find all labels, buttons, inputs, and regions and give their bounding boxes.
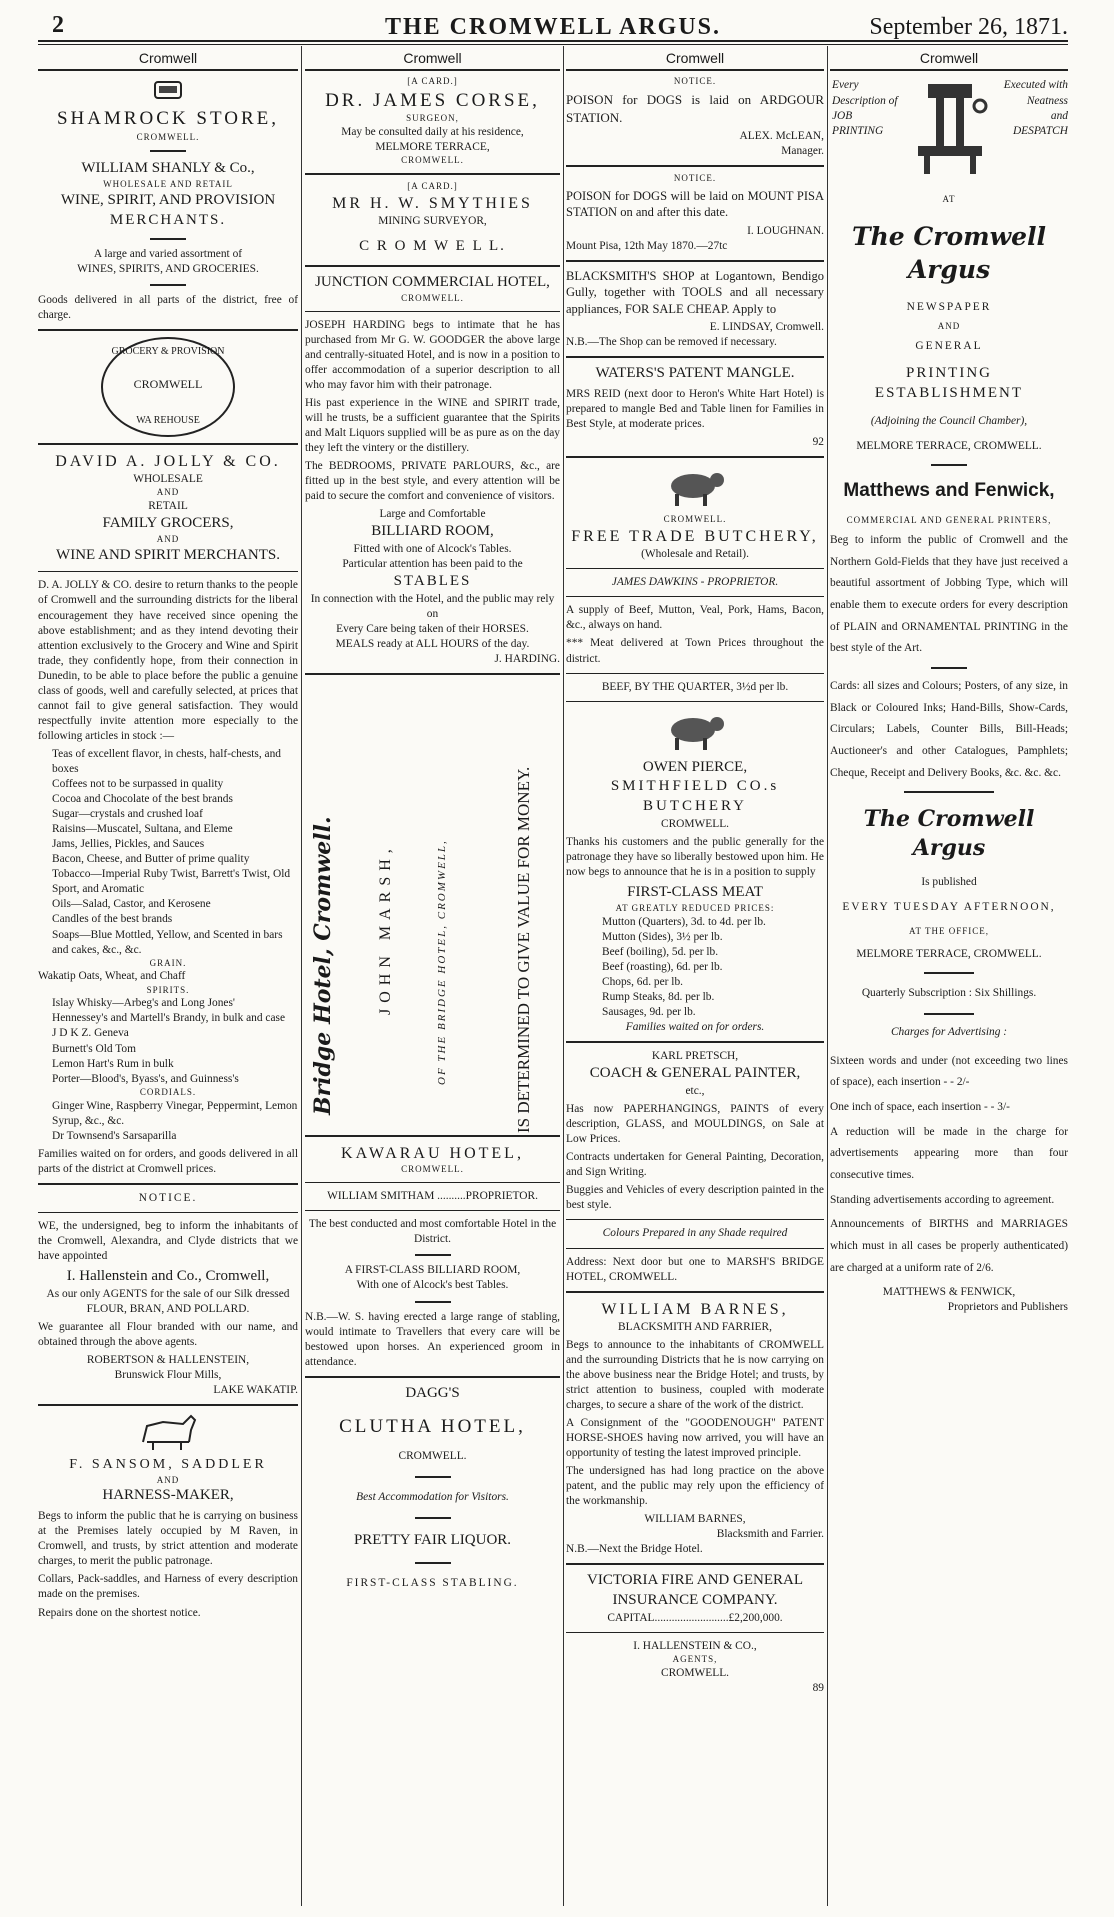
press-left-2: JOB — [832, 109, 853, 122]
sansom-body: Begs to inform the public that he is carrying on business at the Premises lately occupied by M Raven, in Cromwell, and trusts, by strict attention and moderate charges, to merit the public patronage. — [38, 1510, 298, 1568]
grain-item-list — [38, 969, 298, 984]
smithfield-text: Thanks his customers and the public generally for the patronage they have so liberally bestowed upon him. He now begs to announce that he is in a position to supply — [566, 836, 824, 879]
price-item: Beef (boiling), 5d. per lb. — [602, 945, 719, 958]
separator — [415, 1301, 451, 1303]
poison2-heading: NOTICE. — [673, 172, 717, 183]
kawarau-proprietor: WILLIAM SMITHAM ..........PROPRIETOR. — [327, 1190, 538, 1203]
victoria-number: 89 — [812, 1682, 824, 1695]
separator — [931, 667, 967, 669]
stock-item: Ginger Wine, Raspberry Vinegar, Peppermint, Lemon Syrup, &c., &c. — [52, 1099, 298, 1127]
cow-icon — [663, 708, 727, 754]
divider — [566, 673, 824, 674]
column-3 — [566, 46, 824, 1906]
clutha-accommodation: Best Accommodation for Visitors. — [356, 1490, 509, 1503]
stock-item: Sugar—crystals and crushed loaf — [52, 808, 203, 821]
divider — [566, 356, 824, 358]
sansom-body-2: Collars, Pack-saddles, and Harness of every description made on the premises. — [38, 1573, 298, 1601]
price-item: Mutton (Quarters), 3d. to 4d. per lb. — [602, 915, 766, 928]
mangle-title: WATERS'S PATENT MANGLE. — [595, 365, 795, 382]
argus-general: GENERAL — [915, 340, 983, 353]
press-right-2: and — [1050, 109, 1068, 122]
divider — [566, 1219, 824, 1220]
victoria-agents-label: AGENTS, — [672, 1654, 718, 1665]
smithfield-place: CROMWELL. — [660, 818, 730, 830]
divider — [305, 1182, 560, 1183]
pub-when: EVERY TUESDAY AFTERNOON, — [842, 901, 1056, 914]
pub-at: AT THE OFFICE, — [909, 925, 989, 936]
shamrock-goods: WINES, SPIRITS, AND GROCERIES. — [77, 262, 259, 275]
store-sign-icon — [153, 76, 183, 102]
divider — [566, 1248, 824, 1249]
column-divider — [827, 46, 828, 1906]
pub-subscription: Quarterly Subscription : Six Shillings. — [861, 987, 1037, 1000]
press-right-text — [996, 78, 1068, 138]
butchery-proprietor: JAMES DAWKINS - PROPRIETOR. — [611, 576, 779, 589]
smythies-place: C R O M W E L L. — [359, 238, 506, 255]
seal-middle-text: CROMWELL — [133, 376, 203, 391]
junction-para-2: His past experience in the WINE and SPIRIT trade, will he trusts, be a sufficient guarantee that the Spirits and Malt Liquors supplied will be as pure as on the day they left the vintery or the distillery. — [305, 397, 560, 455]
bridge-hotel-title: Bridge Hotel, Cromwell. — [310, 816, 336, 1116]
kawarau-name: KAWARAU HOTEL, — [341, 1145, 524, 1163]
stock-item: Bacon, Cheese, and Butter of prime quality — [52, 853, 250, 866]
stock-item: Teas of excellent flavor, in chests, half-chests, and boxes — [52, 747, 282, 775]
separator — [904, 791, 994, 793]
smythies-card: [A CARD.] — [407, 181, 458, 192]
printing-press-block — [830, 76, 1068, 194]
butchery-supply: A supply of Beef, Mutton, Veal, Pork, Hams, Bacon, &c., always on hand. — [566, 604, 824, 632]
smithfield-owner: OWEN PIERCE, — [642, 758, 748, 775]
sansom-name: F. SANSOM, SADDLER — [69, 1457, 267, 1473]
bridge-subtitle: OF THE BRIDGE HOTEL, CROMWELL, — [436, 839, 448, 1086]
clutha-stabling: FIRST-CLASS STABLING. — [346, 1577, 519, 1590]
horse-icon — [133, 1412, 203, 1452]
pretsch-colours: Colours Prepared in any Shade required — [602, 1227, 788, 1240]
junction-line-3: Fitted with one of Alcock's Tables. — [353, 543, 512, 556]
separator — [415, 1254, 451, 1256]
pub-is-published: Is published — [921, 876, 977, 889]
argus-address: MELMORE TERRACE, CROMWELL. — [856, 439, 1042, 452]
smithfield-reduced: AT GREATLY REDUCED PRICES: — [615, 902, 775, 913]
divider — [38, 443, 298, 445]
price-item: Rump Steaks, 8d. per lb. — [602, 991, 715, 1004]
pub-charge-3: A reduction will be made in the charge for advertisements appearing more than four consecutive times. — [830, 1125, 1068, 1181]
pub-signature: MATTHEWS & FENWICK, — [882, 1286, 1016, 1299]
pub-address: MELMORE TERRACE, CROMWELL. — [856, 948, 1042, 961]
jolly-and: AND — [156, 487, 180, 498]
masthead-rule-thin — [38, 44, 1068, 45]
barnes-para-1: Begs to announce to the inhabitants of CROMWELL and the surrounding Districts that he is now carrying on the above business near the Bridge Hotel; and trusts, by strict attention to business, coupled with moderate charges, to secure a share of the work of the district. — [566, 1338, 824, 1411]
pub-masthead: The Cromwell Argus — [863, 806, 1035, 862]
column-header: Cromwell — [38, 46, 298, 71]
column-header: Cromwell — [830, 46, 1068, 71]
mf-para-1: Beg to inform the public of Cromwell and the Northern Gold-Fields that they have just received a beautiful assortment of Jobbing Type, which will enable them to execute orders for every description of PLAIN and ORNAMENTAL PRINTING in the best style of the Art. — [830, 533, 1068, 655]
divider — [566, 1632, 824, 1633]
shamrock-place: CROMWELL. — [136, 131, 200, 142]
smythies-name: MR H. W. SMYTHIES — [332, 195, 533, 213]
bull-icon — [663, 464, 727, 510]
junction-para-1: JOSEPH HARDING begs to intimate that he has purchased from Mr G. W. GOODGER the above large and centrally-situated Hotel, and is now in a position to offer accommodation of a superior description to all who may favor him with their patronage. — [305, 318, 560, 391]
shamrock-assortment: A large and varied assortment of — [93, 247, 243, 260]
poison2-signature: I. LOUGHNAN. — [747, 224, 824, 237]
divider — [566, 1563, 824, 1565]
notice-goods: FLOUR, BRAN, AND POLLARD. — [86, 1302, 250, 1315]
victoria-title: VICTORIA FIRE AND GENERAL INSURANCE COMPANY. — [587, 1572, 803, 1609]
stock-item: J D K Z. Geneva — [52, 1027, 129, 1040]
barnes-role: Blacksmith and Farrier. — [716, 1528, 824, 1541]
bridge-owner: JOHN MARSH, — [377, 843, 394, 1016]
argus-masthead: The Cromwell Argus — [851, 222, 1046, 285]
junction-name: JUNCTION COMMERCIAL HOTEL, — [315, 274, 550, 291]
column-header: Cromwell — [305, 46, 560, 71]
stock-item: Lemon Hart's Rum in bulk — [52, 1057, 174, 1070]
grocery-seal — [101, 337, 235, 437]
divider — [38, 1212, 298, 1213]
stock-item: Tobacco—Imperial Ruby Twist, Barrett's Twist, Old Sport, and Aromatic — [52, 868, 291, 896]
separator — [924, 972, 974, 974]
divider — [305, 311, 560, 312]
notice-firm: I. Hallenstein and Co., Cromwell, — [66, 1267, 270, 1284]
jolly-grocers: FAMILY GROCERS, — [102, 514, 234, 531]
divider — [566, 568, 824, 569]
junction-line-6: In connection with the Hotel, and the public may rely on — [310, 593, 555, 621]
butchery-title: FREE TRADE BUTCHERY, — [571, 528, 819, 546]
shamrock-title: SHAMROCK STORE, — [56, 108, 280, 130]
victoria-capital: CAPITAL..........................£2,200,000. — [607, 1612, 783, 1624]
barnes-trade: BLACKSMITH AND FARRIER, — [618, 1320, 772, 1333]
seal-bottom-text: WA REHOUSE — [136, 414, 200, 426]
press-left-3: PRINTING — [832, 124, 884, 137]
junction-line-1: Large and Comfortable — [379, 508, 486, 521]
argus-adjoining: (Adjoining the Council Chamber), — [870, 414, 1028, 427]
shamrock-delivery: Goods delivered in all parts of the district, free of charge. — [38, 293, 298, 321]
notice-signature: ROBERTSON & HALLENSTEIN, — [86, 1353, 250, 1366]
grain-heading: GRAIN. — [149, 957, 187, 968]
blacksmith-text: BLACKSMITH'S SHOP at Logantown, Bendigo Gully, together with TOOLS and all necessary appliances, FOR SALE CHEAP. Apply to — [566, 268, 824, 316]
poison1-signature: ALEX. McLEAN, — [739, 129, 824, 142]
pretsch-title: COACH & GENERAL PAINTER, — [589, 1065, 801, 1082]
corse-title: SURGEON, — [406, 113, 459, 124]
divider — [566, 456, 824, 458]
divider — [566, 1041, 824, 1043]
shamrock-trade: WHOLESALE AND RETAIL — [103, 179, 233, 190]
spirits-heading: SPIRITS. — [146, 984, 190, 995]
corse-place: CROMWELL. — [401, 155, 464, 166]
divider — [305, 265, 560, 267]
separator — [150, 284, 186, 286]
junction-signature: J. HARDING. — [494, 653, 560, 666]
meat-price-list — [566, 915, 824, 1020]
column-divider — [563, 46, 564, 1906]
spirit-item-list — [38, 996, 298, 1086]
junction-line-7: Every Care being taken of their HORSES. — [336, 623, 529, 636]
kawarau-billiard: A FIRST-CLASS BILLIARD ROOM, — [344, 1264, 521, 1277]
press-right-3: DESPATCH — [1012, 124, 1068, 137]
divider — [38, 571, 298, 572]
price-item: Chops, 6d. per lb. — [602, 976, 683, 989]
divider — [305, 1376, 560, 1378]
masthead — [38, 6, 1068, 40]
corse-name: DR. JAMES CORSE, — [325, 90, 540, 112]
corse-card: [A CARD.] — [407, 76, 458, 87]
divider — [38, 1404, 298, 1406]
stock-item: Candles of the best brands — [52, 913, 173, 926]
column-1 — [38, 46, 298, 1906]
kawarau-para-1: The best conducted and most comfortable Hotel in the District. — [308, 1218, 557, 1246]
butchery-sub: (Wholesale and Retail). — [641, 548, 749, 561]
bridge-slogan: IS DETERMINED TO GIVE VALUE FOR MONEY. — [514, 766, 533, 1134]
stock-item: Dr Townsend's Sarsaparilla — [52, 1129, 177, 1142]
separator — [931, 464, 967, 466]
column-divider — [301, 46, 302, 1906]
stock-item: Soaps—Blue Mottled, Yellow, and Scented in bars and cakes, &c., &c. — [52, 928, 283, 956]
barnes-para-3: The undersigned has had long practice on the above patent, and the public may rely upon the efficiency of the workmanship. — [566, 1465, 824, 1508]
victoria-agent: I. HALLENSTEIN & CO., — [633, 1640, 757, 1653]
stock-item: Hennessey's and Martell's Brandy, in bulk and case — [52, 1012, 286, 1025]
corse-address: MELMORE TERRACE, — [375, 141, 490, 154]
page-number: 2 — [52, 12, 64, 38]
poison2-date: Mount Pisa, 12th May 1870.—27tc — [566, 239, 728, 252]
separator — [150, 150, 186, 152]
divider — [566, 701, 824, 702]
stock-item: Burnett's Old Tom — [52, 1042, 136, 1055]
smithfield-title: SMITHFIELD CO.s BUTCHERY — [610, 778, 780, 815]
blacksmith-nb: N.B.—The Shop can be removed if necessary. — [566, 336, 777, 349]
pub-charge-4: Standing advertisements according to agreement. — [830, 1193, 1055, 1206]
junction-line-4: Particular attention has been paid to the — [342, 558, 523, 571]
jolly-item-list — [38, 747, 298, 958]
masthead-rule — [38, 40, 1068, 42]
stock-item: Wakatip Oats, Wheat, and Chaff — [38, 970, 186, 983]
separator — [415, 1517, 451, 1519]
argus-printing: PRINTING ESTABLISHMENT — [874, 365, 1024, 402]
mf-subtitle: COMMERCIAL AND GENERAL PRINTERS, — [846, 515, 1052, 526]
argus-and: AND — [937, 321, 961, 332]
mf-title: Matthews and Fenwick, — [843, 480, 1055, 501]
separator — [415, 1476, 451, 1478]
shamrock-line1: WINE, SPIRIT, AND PROVISION — [60, 192, 276, 209]
jolly-body: D. A. JOLLY & CO. desire to return thanks to the people of Cromwell and the surrounding districts for the liberal encouragement they have received since opening the above establishment; and as they intend devoting their attention exclusively to the Grocery and Wine and Spirit trade, they confidently hope, from their connection in Dunedin, to be able to place before the public a genuine class of goods, well and carefully selected, at prices that cannot fail to give general satisfaction. They would respectfully invite attention more especially to the following articles in stock :— — [38, 579, 298, 742]
stock-item: Raisins—Muscatel, Sultana, and Eleme — [52, 823, 233, 836]
smithfield-families: Families waited on for orders. — [625, 1021, 765, 1034]
pretsch-name: KARL PRETSCH, — [651, 1050, 739, 1063]
pub-role: Proprietors and Publishers — [947, 1301, 1068, 1314]
clutha-name: CLUTHA HOTEL, — [339, 1415, 526, 1437]
pretsch-para-1: Has now PAPERHANGINGS, PAINTS of every description, GLASS, and MOULDINGS, on Sale at Low Prices. — [566, 1103, 824, 1146]
argus-newspaper: NEWSPAPER — [906, 301, 992, 314]
price-item: Mutton (Sides), 3½ per lb. — [602, 930, 723, 943]
column-2 — [305, 46, 560, 1906]
divider — [38, 1183, 298, 1185]
barnes-name: WILLIAM BARNES, — [601, 1300, 789, 1318]
press-left-1: Every Description of — [832, 79, 898, 107]
divider — [566, 260, 824, 262]
barnes-signature: WILLIAM BARNES, — [644, 1513, 746, 1526]
seal-top-text: GROCERY & PROVISION — [111, 345, 225, 357]
jolly-retail: RETAIL — [148, 499, 188, 512]
separator — [415, 1562, 451, 1564]
pub-charge-2: One inch of space, each insertion - - 3/- — [830, 1100, 1010, 1113]
poison1-role: Manager. — [781, 144, 824, 157]
notice-heading: NOTICE. — [138, 1191, 198, 1204]
pretsch-para-2: Contracts undertaken for General Painting, Decoration, and Sign Writing. — [566, 1151, 824, 1179]
junction-place: CROMWELL. — [401, 292, 464, 303]
corse-line: May be consulted daily at his residence, — [341, 126, 524, 139]
shamrock-firm: WILLIAM SHANLY & Co., — [81, 160, 255, 177]
newspaper-title: THE CROMWELL ARGUS. — [384, 14, 722, 40]
divider — [566, 165, 824, 167]
butchery-delivery: *** Meat delivered at Town Prices throughout the district. — [566, 637, 824, 665]
divider — [566, 1291, 824, 1293]
notice-mills: Brunswick Flour Mills, — [114, 1369, 222, 1381]
junction-billiard: BILLIARD ROOM, — [371, 523, 494, 540]
kawarau-tables: With one of Alcock's best Tables. — [356, 1279, 509, 1292]
sansom-trade: HARNESS-MAKER, — [102, 1487, 234, 1504]
kawarau-nb: N.B.—W. S. having erected a large range of stabling, would intimate to Travellers that every care will be bestowed upon horses. An experienced groom in attendance. — [305, 1310, 560, 1368]
butchery-place: CROMWELL. — [663, 514, 727, 525]
notice-location: LAKE WAKATIP. — [213, 1384, 298, 1397]
column-header: Cromwell — [566, 46, 824, 71]
divider — [38, 329, 298, 331]
divider — [566, 596, 824, 597]
divider — [305, 173, 560, 175]
junction-stables: STABLES — [393, 573, 472, 590]
notice-body-2: As our only AGENTS for the sale of our Silk dressed — [46, 1287, 290, 1300]
pub-charge-1: Sixteen words and under (not exceeding two lines of space), each insertion - - 2/- — [830, 1054, 1068, 1089]
jolly-wholesale: WHOLESALE — [133, 472, 203, 485]
stock-item: Porter—Blood's, Byass's, and Guinness's — [52, 1072, 239, 1085]
price-item: Sausages, 9d. per lb. — [602, 1006, 696, 1019]
shamrock-line2: MERCHANTS. — [109, 211, 227, 228]
sansom-body-3: Repairs done on the shortest notice. — [38, 1606, 201, 1619]
printing-press-icon — [910, 76, 990, 176]
stock-item: Jams, Jellies, Pickles, and Sauces — [52, 838, 205, 851]
poison1-heading: NOTICE. — [673, 76, 717, 87]
clutha-liquor: PRETTY FAIR LIQUOR. — [353, 1531, 512, 1548]
jolly-and-2: AND — [156, 533, 180, 544]
clutha-place: CROMWELL. — [398, 1449, 467, 1462]
poison2-text: POISON for DOGS will be laid on MOUNT PISA STATION on and after this date. — [566, 188, 824, 220]
press-at: AT — [942, 194, 956, 205]
stock-item: Islay Whisky—Arbeg's and Long Jones' — [52, 997, 235, 1010]
pub-charge-5: Announcements of BIRTHS and MARRIAGES which must in all cases be properly authenticated) are charged at a uniform rate of 2/6. — [830, 1218, 1068, 1274]
pretsch-etc: etc., — [685, 1085, 705, 1098]
separator — [924, 1013, 974, 1015]
column-4 — [830, 46, 1068, 1906]
sansom-and: AND — [156, 1474, 180, 1485]
butchery-beef: BEEF, BY THE QUARTER, 3½d per lb. — [601, 680, 789, 693]
notice-body: WE, the undersigned, beg to inform the inhabitants of the Cromwell, Alexandra, and Clyde districts that we have appointed — [38, 1219, 298, 1262]
stock-item: Oils—Salad, Castor, and Kerosene — [52, 898, 211, 911]
jolly-name: DAVID A. JOLLY & CO. — [55, 452, 281, 470]
poison1-text: POISON for DOGS is laid on ARDGOUR STATION. — [566, 92, 824, 125]
victoria-place: CROMWELL. — [660, 1666, 730, 1679]
cordial-item-list — [38, 1099, 298, 1144]
price-item: Beef (roasting), 6d. per lb. — [602, 961, 723, 973]
stock-item: Coffees not to be surpassed in quality — [52, 778, 224, 791]
kawarau-place: CROMWELL. — [401, 1164, 464, 1175]
issue-date: September 26, 1871. — [869, 14, 1068, 40]
jolly-footer: Families waited on for orders, and goods delivered in all parts of the district at Cromwell prices. — [38, 1147, 298, 1175]
barnes-nb: N.B.—Next the Bridge Hotel. — [566, 1543, 703, 1556]
smithfield-meat: FIRST-CLASS MEAT — [627, 884, 763, 901]
barnes-para-2: A Consignment of the "GOODENOUGH" PATENT HORSE-SHOES having now arrived, you will have an opportunity of testing the latest improved principle. — [566, 1416, 824, 1460]
junction-meals: MEALS ready at ALL HOURS of the day. — [335, 638, 530, 651]
pretsch-address: Address: Next door but one to MARSH'S BRIDGE HOTEL, CROMWELL. — [566, 1255, 824, 1283]
press-left-text — [832, 78, 902, 138]
bridge-hotel-ad — [305, 673, 560, 1137]
notice-body-3: We guarantee all Flour branded with our name, and obtained through the above agents. — [38, 1320, 298, 1348]
pretsch-para-3: Buggies and Vehicles of every description painted in the best style. — [566, 1184, 824, 1212]
blacksmith-signature: E. LINDSAY, Cromwell. — [709, 321, 824, 334]
stock-item: Cocoa and Chocolate of the best brands — [52, 793, 233, 806]
divider — [305, 1210, 560, 1211]
jolly-merchants: WINE AND SPIRIT MERCHANTS. — [56, 546, 280, 563]
smythies-title: MINING SURVEYOR, — [378, 215, 487, 228]
separator — [150, 238, 186, 240]
cordials-heading: CORDIALS. — [139, 1086, 197, 1097]
mangle-text: MRS REID (next door to Heron's White Hart Hotel) is prepared to mangle Bed and Table linen for Families in Best Style, at moderate prices. — [566, 388, 824, 431]
mf-para-2: Cards: all sizes and Colours; Posters, of any size, in Black or Coloured Inks; Hand-Bills, Show-Cards, Circulars; Labels, Counter Bills, Bill-Heads; Auctioneer's and other Catalogues, Pamphlets; Cheque, Receipt and Delivery Books, &c. &c. &c. — [830, 679, 1068, 779]
pub-charges-heading: Charges for Advertising : — [890, 1026, 1008, 1039]
junction-para-3: The BEDROOMS, PRIVATE PARLOURS, &c., are fitted up in the best style, and every attention will be paid to secure the comfort and convenience of visitors. — [305, 460, 560, 503]
press-right-1: Executed with Neatness — [1003, 79, 1068, 107]
clutha-dagg: DAGG'S — [405, 1384, 460, 1401]
mangle-number: 92 — [812, 436, 824, 449]
